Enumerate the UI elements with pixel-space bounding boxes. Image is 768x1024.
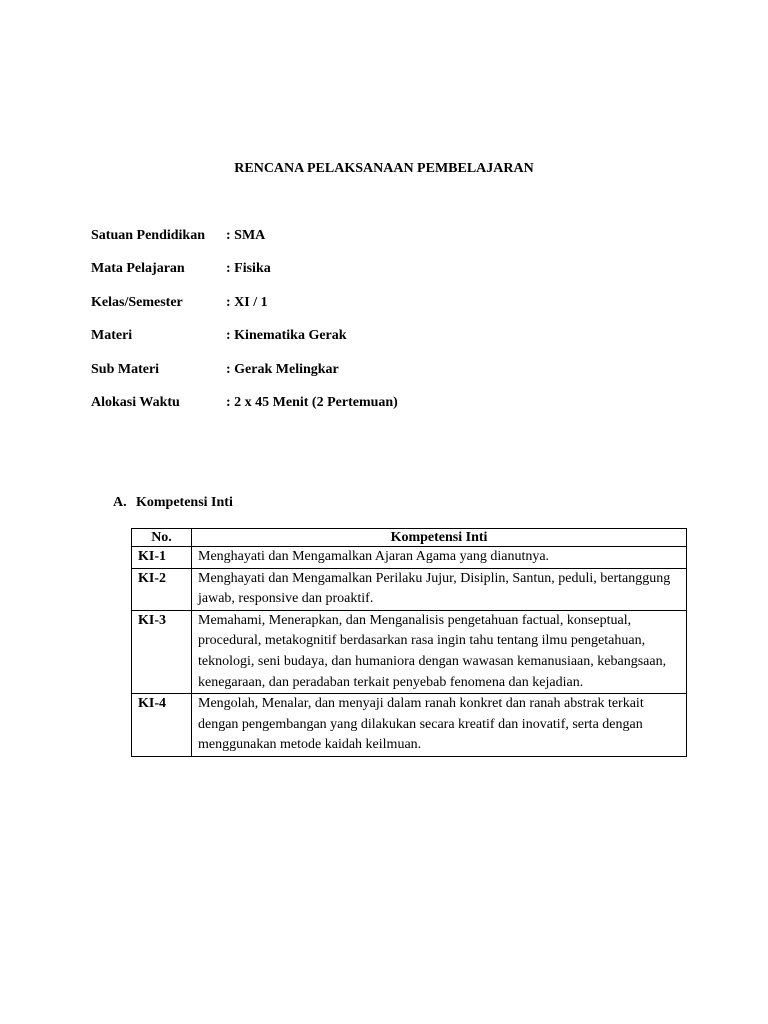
- ki-description: Menghayati dan Mengamalkan Perilaku Jujur, Disiplin, Santun, peduli, bertanggung jawab, responsive dan proaktif.: [192, 568, 687, 610]
- header-kompetensi-inti: Kompetensi Inti: [192, 529, 687, 547]
- info-row-satuan-pendidikan: [91, 227, 398, 260]
- info-row-mata-pelajaran: [91, 260, 398, 293]
- table-row: [132, 547, 687, 569]
- ki-code: KI-4: [132, 694, 192, 757]
- info-value: : SMA: [226, 228, 266, 243]
- info-value: : Kinematika Gerak: [226, 328, 347, 344]
- info-label: Sub Materi: [91, 361, 160, 377]
- page-title: RENCANA PELAKSANAAN PEMBELAJARAN: [234, 161, 534, 176]
- info-row-alokasi-waktu: [91, 394, 398, 427]
- kompetensi-inti-table: [131, 528, 687, 757]
- info-label: Alokasi Waktu: [91, 394, 180, 410]
- section-title: Kompetensi Inti: [136, 495, 233, 510]
- info-value: : 2 x 45 Menit (2 Pertemuan): [226, 394, 398, 410]
- info-row-kelas-semester: [91, 294, 398, 327]
- section-heading-kompetensi-inti: [113, 494, 233, 512]
- table-row: [132, 694, 687, 757]
- ki-description: Menghayati dan Mengamalkan Ajaran Agama yang dianutnya.: [192, 547, 687, 569]
- info-label: Kelas/Semester: [91, 294, 183, 310]
- ki-description: Mengolah, Menalar, dan menyaji dalam ranah konkret dan ranah abstrak terkait dengan pengembangan yang dilakukan secara kreatif dan inovatif, serta dengan menggunakan metode kaidah keilmuan.: [192, 694, 687, 757]
- ki-code: KI-3: [132, 610, 192, 693]
- info-row-materi: [91, 327, 398, 360]
- info-label: Satuan Pendidikan: [91, 228, 205, 243]
- info-value: : Gerak Melingkar: [226, 361, 339, 377]
- info-label: Materi: [91, 328, 133, 344]
- table-row: [132, 568, 687, 610]
- table-header-row: [132, 529, 687, 547]
- info-value: : XI / 1: [226, 294, 268, 310]
- identity-info-block: [91, 227, 398, 427]
- info-value: : Fisika: [226, 261, 271, 277]
- section-letter: A.: [113, 495, 127, 510]
- info-label: Mata Pelajaran: [91, 261, 185, 277]
- table-row: [132, 610, 687, 693]
- info-row-sub-materi: [91, 361, 398, 394]
- ki-code: KI-1: [132, 547, 192, 569]
- ki-description: Memahami, Menerapkan, dan Menganalisis pengetahuan factual, konseptual, procedural, metakognitif berdasarkan rasa ingin tahu tentang ilmu pengetahuan, teknologi, seni budaya, dan humaniora dengan wawasan kemanusiaan, kebangsaan, kenegaraan, dan peradaban terkait penyebab fenomena dan kejadian.: [192, 610, 687, 693]
- header-no: No.: [132, 529, 192, 547]
- ki-code: KI-2: [132, 568, 192, 610]
